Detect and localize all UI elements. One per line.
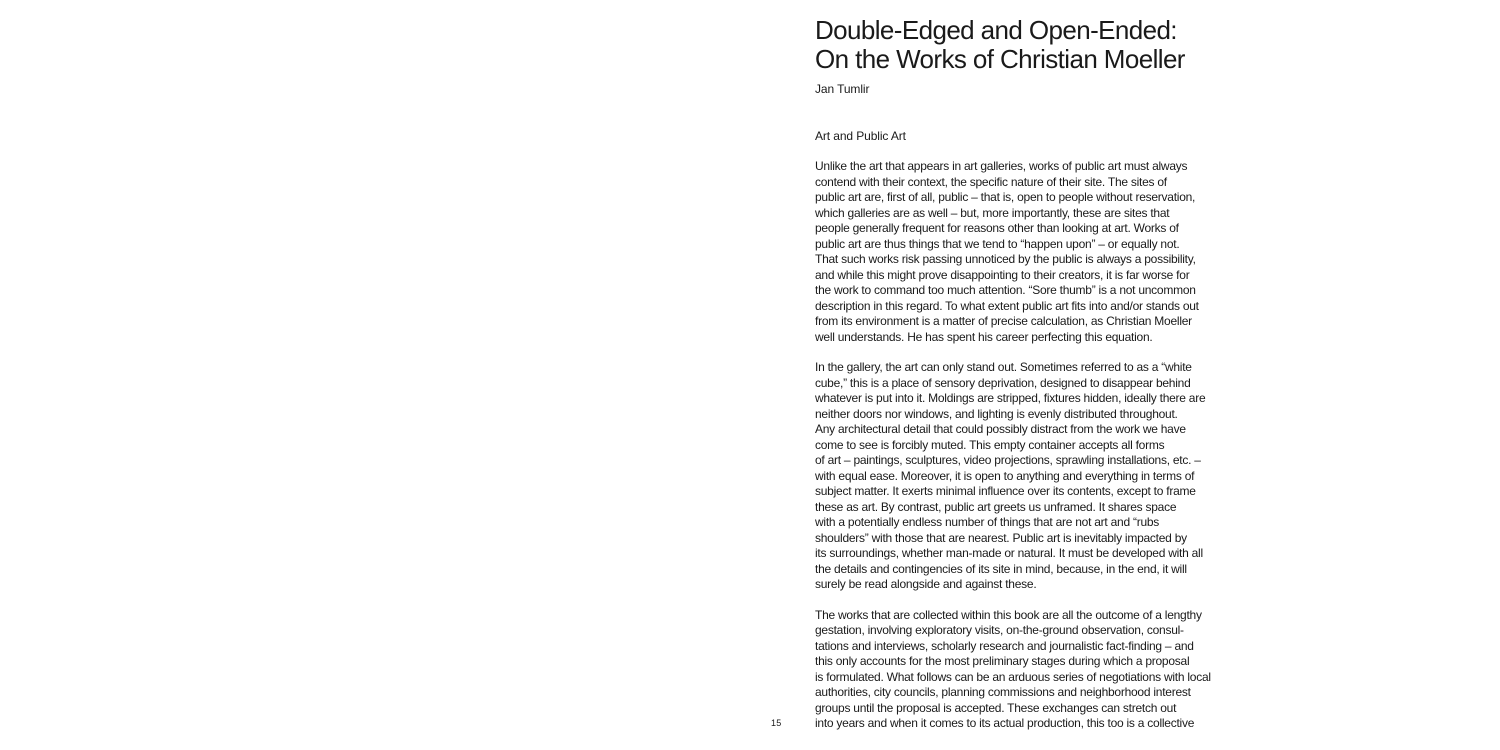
text-line: subject matter. It exerts minimal influence over its contents, except to frame xyxy=(815,484,1196,498)
article-title xyxy=(815,16,1245,74)
title-line: Double-Edged and Open-Ended: xyxy=(815,15,1177,45)
text-line: groups until the proposal is accepted. These exchanges can stretch out xyxy=(815,700,1177,715)
text-line: the details and contingencies of its site in mind, because, in the end, it will xyxy=(815,561,1187,576)
text-line: these as art. By contrast, public art greets us unframed. It shares space xyxy=(815,499,1177,514)
text-line: shoulders” with those that are nearest. Public art is inevitably impacted by xyxy=(815,530,1187,545)
text-line: neither doors nor windows, and lighting is evenly distributed throughout. xyxy=(815,406,1178,421)
text-line: authorities, city councils, planning commissions and neighborhood interest xyxy=(815,685,1191,699)
text-line: the work to command too much attention. “Sore thumb” is a not uncommon xyxy=(815,283,1196,297)
text-line: whatever is put into it. Moldings are stripped, fixtures hidden, ideally there are xyxy=(815,391,1206,405)
text-line: public art are thus things that we tend to “happen upon” – or equally not. xyxy=(815,236,1180,251)
text-line: its surroundings, whether man-made or natural. It must be developed with all xyxy=(815,546,1203,560)
section-heading: Art and Public Art xyxy=(815,129,906,143)
text-line: description in this regard. To what extent public art fits into and/or stands out xyxy=(815,298,1199,313)
text-line: public art are, first of all, public – that is, open to people without reservation, xyxy=(815,190,1196,204)
text-line: this only accounts for the most preliminary stages during which a proposal xyxy=(815,654,1190,668)
text-line: with equal ease. Moreover, it is open to anything and everything in terms of xyxy=(815,468,1195,483)
page-number: 15 xyxy=(771,718,782,728)
text-line: The works that are collected within this book are all the outcome of a lengthy xyxy=(815,607,1202,622)
article xyxy=(815,16,1245,732)
text-line: gestation, involving exploratory visits, on-the-ground observation, consul- xyxy=(815,623,1184,637)
text-line: tations and interviews, scholarly research and journalistic fact-finding – and xyxy=(815,638,1194,653)
text-line: Unlike the art that appears in art galleries, works of public art must always xyxy=(815,159,1188,173)
text-line: Any architectural detail that could possibly distract from the work we have xyxy=(815,422,1186,436)
text-line: come to see is forcibly muted. This empty container accepts all forms xyxy=(815,437,1165,452)
text-line: into years and when it comes to its actual production, this too is a collective xyxy=(815,716,1195,730)
text-line: In the gallery, the art can only stand out. Sometimes referred to as a “white xyxy=(815,360,1192,374)
paragraph-2 xyxy=(815,360,1245,593)
text-line: cube,” this is a place of sensory deprivation, designed to disappear behind xyxy=(815,375,1191,390)
text-line: with a potentially endless number of things that are not art and “rubs xyxy=(815,515,1160,529)
author-name: Jan Tumlir xyxy=(815,82,870,96)
text-line: surely be read alongside and against these. xyxy=(815,577,1037,591)
text-line: is formulated. What follows can be an arduous series of negotiations with local xyxy=(815,669,1211,684)
text-line: of art – paintings, sculptures, video projections, sprawling installations, etc. – xyxy=(815,453,1201,467)
text-line: which galleries are as well – but, more importantly, these are sites that xyxy=(815,205,1170,220)
paragraph-3 xyxy=(815,608,1245,732)
paragraph-1 xyxy=(815,159,1245,345)
text-line: well understands. He has spent his career perfecting this equation. xyxy=(815,329,1153,344)
text-line: and while this might prove disappointing to their creators, it is far worse for xyxy=(815,267,1190,282)
text-line: That such works risk passing unnoticed by the public is always a possibility, xyxy=(815,252,1196,266)
text-line: people generally frequent for reasons other than looking at art. Works of xyxy=(815,221,1179,235)
text-line: from its environment is a matter of precise calculation, as Christian Moeller xyxy=(815,314,1192,328)
title-line: On the Works of Christian Moeller xyxy=(815,44,1185,74)
text-line: contend with their context, the specific nature of their site. The sites of xyxy=(815,174,1167,189)
